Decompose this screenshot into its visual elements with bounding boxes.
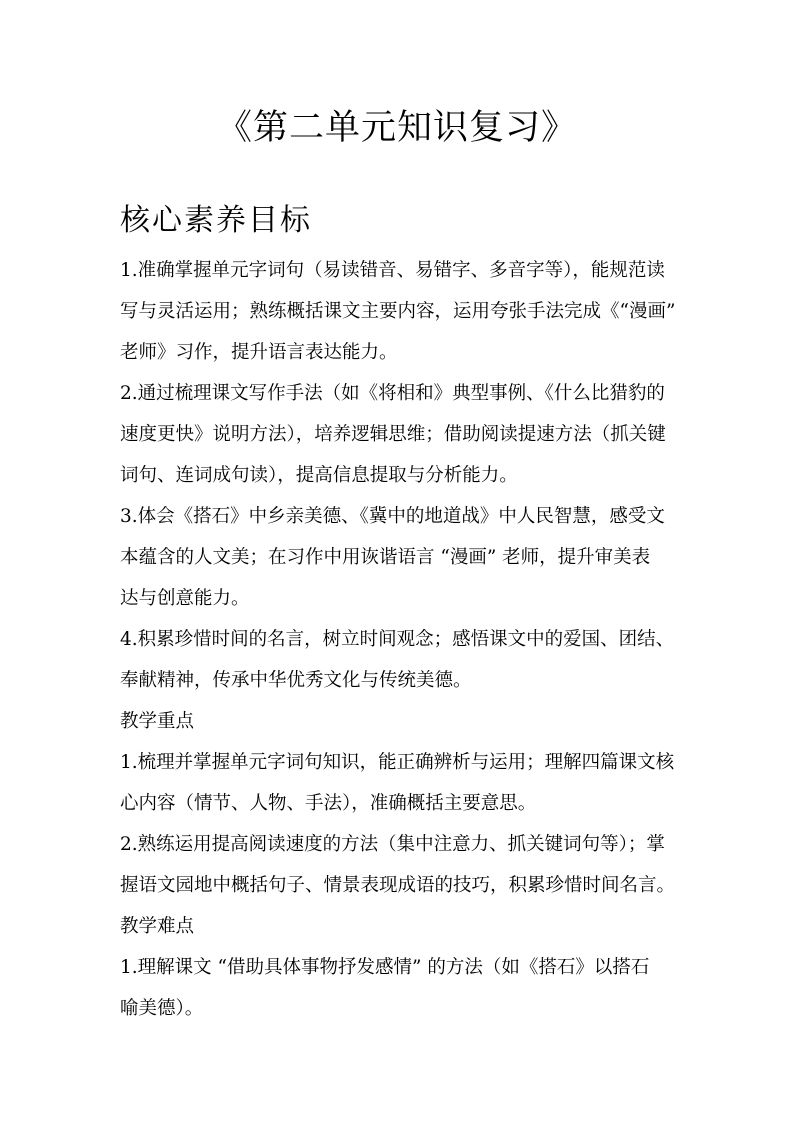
- section-heading-core-goals: 核心素养目标: [120, 203, 312, 238]
- difficulties-list: [120, 947, 680, 1029]
- paragraph-line: 喻美德）。: [120, 998, 204, 1019]
- paragraph-line: 奉献精神，传承中华优秀文化与传统美德。: [120, 670, 472, 691]
- key-points-list: [120, 742, 680, 906]
- paragraph-line: 4.积累珍惜时间的名言，树立时间观念；感悟课文中的爱国、团结、: [120, 629, 675, 650]
- page-title: 《第二单元知识复习》: [216, 108, 577, 148]
- core-goals-list: [120, 250, 680, 701]
- paragraph-line: 词句、连词成句读），提高信息提取与分析能力。: [120, 465, 518, 486]
- paragraph-line: 握语文园地中概括句子、情景表现成语的技巧，积累珍惜时间名言。: [120, 875, 676, 896]
- paragraph-line: 老师》习作，提升语言表达能力。: [120, 342, 398, 363]
- paragraph-line: 写与灵活运用；熟练概括课文主要内容，运用夸张手法完成《“漫画”: [120, 301, 676, 322]
- paragraph-line: 1.理解课文 “借助具体事物抒发感情” 的方法（如《搭石》以搭石: [120, 957, 650, 978]
- paragraph-line: 3.体会《搭石》中乡亲美德、《冀中的地道战》中人民智慧，感受文: [120, 506, 665, 527]
- paragraph-line: 2.通过梳理课文写作手法（如《将相和》典型事例、《什么比猎豹的: [120, 383, 665, 404]
- paragraph-line: 达与创意能力。: [120, 588, 250, 609]
- paragraph-line: 心内容（情节、人物、手法），准确概括主要意思。: [120, 793, 537, 814]
- paragraph-line: 1.梳理并掌握单元字词句知识，能正确辨析与运用；理解四篇课文核: [120, 752, 675, 773]
- section-heading-difficulties: 教学难点: [120, 916, 195, 937]
- section-heading-key-points: 教学重点: [120, 711, 195, 732]
- paragraph-line: 速度更快》说明方法），培养逻辑思维；借助阅读提速方法（抓关键: [120, 424, 666, 445]
- document-body: [120, 250, 680, 1029]
- paragraph-line: 2.熟练运用提高阅读速度的方法（集中注意力、抓关键词句等）；掌: [120, 834, 665, 855]
- paragraph-line: 1.准确掌握单元字词句（易读错音、易错字、多音字等），能规范读: [120, 260, 665, 281]
- paragraph-line: 本蕴含的人文美；在习作中用诙谐语言 “漫画” 老师，提升审美表: [120, 547, 651, 568]
